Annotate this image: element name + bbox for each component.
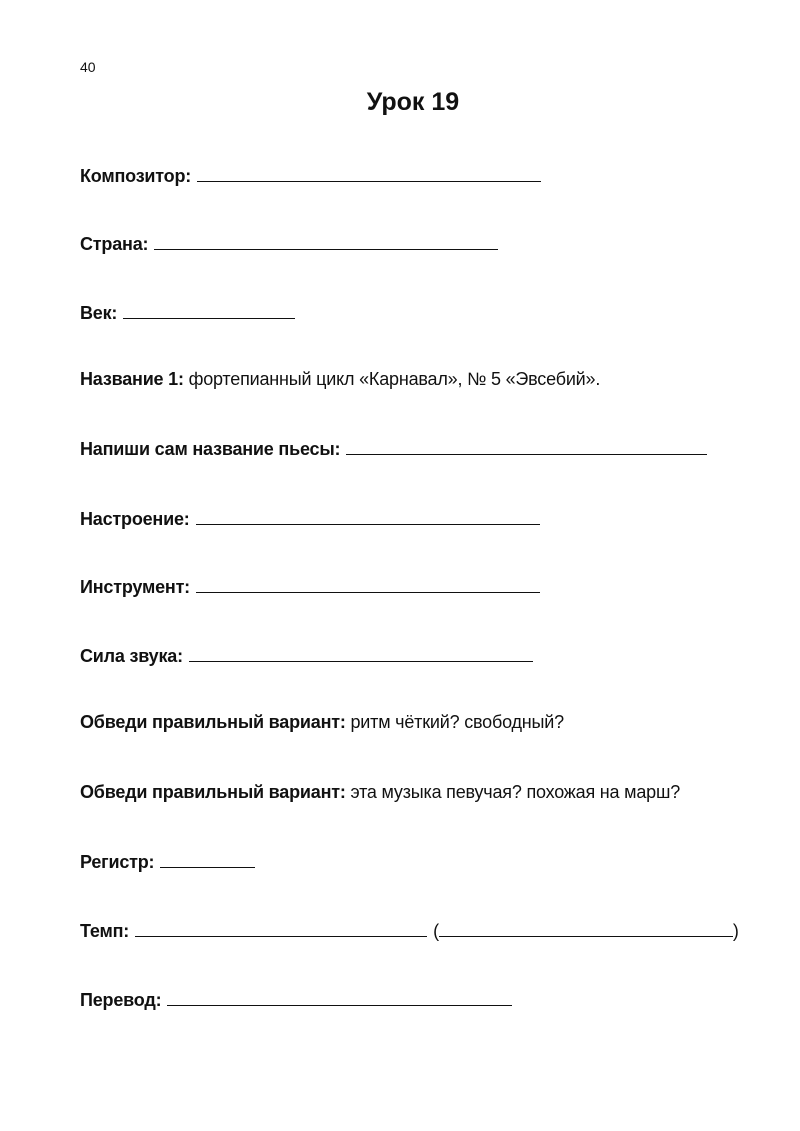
- translation-label: Перевод:: [80, 990, 162, 1010]
- tempo-translation-blank[interactable]: [439, 919, 733, 937]
- tempo-open-paren: (: [433, 921, 439, 941]
- choose1-value: ритм чёткий? свободный?: [350, 712, 564, 732]
- register-row: [80, 850, 255, 873]
- translation-row: [80, 988, 512, 1011]
- choose2-value: эта музыка певучая? похожая на марш?: [350, 782, 681, 802]
- own-title-row: [80, 437, 707, 460]
- name1-label: Название 1:: [80, 369, 184, 389]
- own-title-label: Напиши сам название пьесы:: [80, 439, 341, 459]
- mood-row: [80, 507, 540, 530]
- mood-label: Настроение:: [80, 509, 190, 529]
- translation-blank[interactable]: [167, 988, 512, 1006]
- name1-row: [80, 369, 600, 390]
- composer-blank[interactable]: [197, 164, 541, 182]
- country-blank[interactable]: [154, 232, 498, 250]
- country-label: Страна:: [80, 234, 149, 254]
- page-number: 40: [80, 59, 96, 75]
- instrument-label: Инструмент:: [80, 577, 190, 597]
- country-row: [80, 232, 498, 255]
- century-label: Век:: [80, 303, 118, 323]
- choose1-label: Обведи правильный вариант:: [80, 712, 346, 732]
- instrument-blank[interactable]: [196, 575, 540, 593]
- tempo-label: Темп:: [80, 921, 130, 941]
- mood-blank[interactable]: [196, 507, 540, 525]
- century-row: [80, 301, 295, 324]
- own-title-blank[interactable]: [346, 437, 707, 455]
- tempo-row: [80, 919, 739, 942]
- century-blank[interactable]: [123, 301, 295, 319]
- choose2-row: [80, 782, 680, 803]
- dynamics-row: [80, 644, 533, 667]
- composer-row: [80, 164, 541, 187]
- instrument-row: [80, 575, 540, 598]
- register-label: Регистр:: [80, 852, 155, 872]
- page-title: Урок 19: [366, 88, 460, 116]
- name1-value: фортепианный цикл «Карнавал», № 5 «Эвсебий».: [188, 369, 601, 389]
- composer-label: Композитор:: [80, 166, 192, 186]
- register-blank[interactable]: [160, 850, 255, 868]
- dynamics-blank[interactable]: [189, 644, 533, 662]
- tempo-blank[interactable]: [135, 919, 427, 937]
- tempo-close-paren: ): [732, 921, 739, 941]
- choose1-row: [80, 712, 564, 733]
- choose2-label: Обведи правильный вариант:: [80, 782, 346, 802]
- dynamics-label: Сила звука:: [80, 646, 183, 666]
